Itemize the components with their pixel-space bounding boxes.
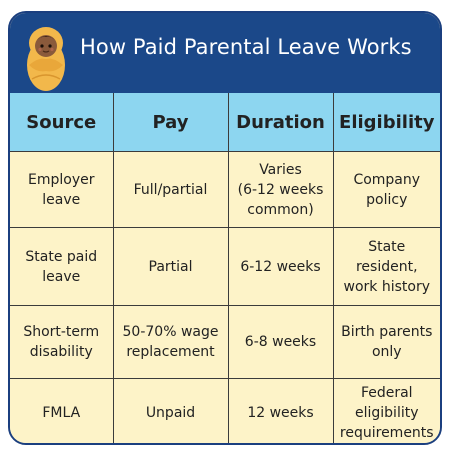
cell-pay: 50-70% wage replacement bbox=[113, 306, 228, 379]
table-row bbox=[10, 152, 440, 228]
column-header-pay: Pay bbox=[113, 93, 228, 152]
cell-eligibility: Birth parents only bbox=[333, 306, 440, 379]
swaddled-baby-icon bbox=[22, 21, 70, 93]
cell-eligibility: Federal eligibility requirements bbox=[333, 379, 440, 446]
table-header-row bbox=[10, 93, 440, 152]
cell-pay: Partial bbox=[113, 228, 228, 306]
cell-eligibility: Company policy bbox=[333, 152, 440, 228]
table-row bbox=[10, 306, 440, 379]
cell-eligibility: State resident, work history bbox=[333, 228, 440, 306]
table-row bbox=[10, 379, 440, 446]
column-header-eligibility: Eligibility bbox=[333, 93, 440, 152]
cell-source: Employer leave bbox=[10, 152, 113, 228]
cell-source: FMLA bbox=[10, 379, 113, 446]
infographic-card bbox=[8, 11, 442, 445]
parental-leave-table bbox=[10, 93, 440, 445]
column-header-source: Source bbox=[10, 93, 113, 152]
table-row bbox=[10, 228, 440, 306]
cell-source: State paid leave bbox=[10, 228, 113, 306]
column-header-duration: Duration bbox=[228, 93, 333, 152]
cell-duration: Varies (6-12 weeks common) bbox=[228, 152, 333, 228]
cell-duration: 12 weeks bbox=[228, 379, 333, 446]
cell-pay: Full/partial bbox=[113, 152, 228, 228]
title-banner bbox=[10, 13, 440, 93]
cell-pay: Unpaid bbox=[113, 379, 228, 446]
page-title: How Paid Parental Leave Works bbox=[80, 35, 412, 59]
cell-source: Short-term disability bbox=[10, 306, 113, 379]
cell-duration: 6-12 weeks bbox=[228, 228, 333, 306]
cell-duration: 6-8 weeks bbox=[228, 306, 333, 379]
